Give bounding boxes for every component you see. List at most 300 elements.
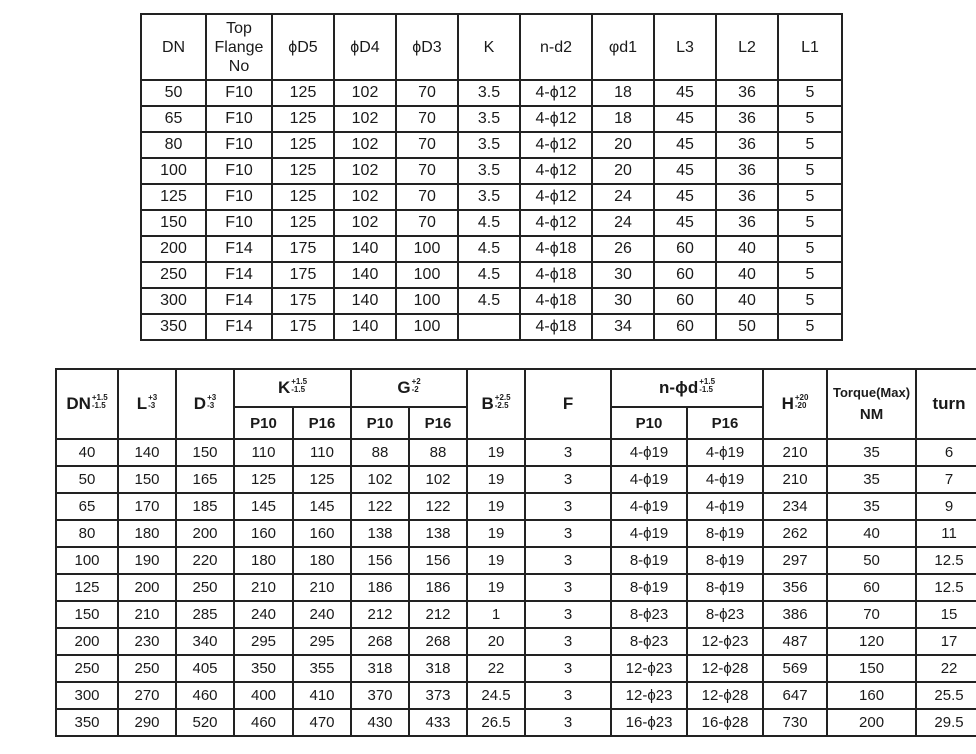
table-cell: 160	[234, 520, 293, 547]
table-cell: 122	[351, 493, 409, 520]
table-cell: 4.5	[458, 236, 520, 262]
top-flange-dimensions-table	[140, 13, 843, 341]
table-cell: 350	[56, 709, 118, 736]
table-cell: F10	[206, 132, 272, 158]
table-cell: 40	[716, 288, 778, 314]
table-cell: 26.5	[467, 709, 525, 736]
table-cell: 200	[118, 574, 176, 601]
table-cell: F10	[206, 184, 272, 210]
table-cell: 60	[654, 236, 716, 262]
table-cell: 70	[396, 158, 458, 184]
table-cell: 8-ϕ19	[687, 574, 763, 601]
table-row	[141, 158, 842, 184]
table-cell: 36	[716, 158, 778, 184]
table-cell: 4-ϕ19	[611, 493, 687, 520]
top-header-cell: ϕD3	[396, 14, 458, 80]
table-cell: 125	[272, 106, 334, 132]
table-cell: 19	[467, 493, 525, 520]
table-cell: 125	[234, 466, 293, 493]
table-cell: 569	[763, 655, 827, 682]
table-cell: 318	[409, 655, 467, 682]
table-cell: 150	[827, 655, 916, 682]
table-cell: 50	[716, 314, 778, 340]
table-cell: 100	[396, 262, 458, 288]
table-cell: 150	[56, 601, 118, 628]
tolerance-minus: -2.5	[494, 401, 509, 410]
table-cell: 3.5	[458, 158, 520, 184]
table-cell: 36	[716, 80, 778, 106]
table-cell: 165	[176, 466, 234, 493]
table-cell: 125	[56, 574, 118, 601]
table-row	[56, 574, 976, 601]
top-table-header-row	[141, 14, 842, 80]
table-cell: 45	[654, 80, 716, 106]
table-cell: 160	[827, 682, 916, 709]
table-cell: 290	[118, 709, 176, 736]
table-cell: 268	[351, 628, 409, 655]
table-cell: 6	[916, 439, 976, 466]
table-cell: 4-ϕ12	[520, 158, 592, 184]
header-g-label: G	[397, 378, 411, 397]
table-cell: 24	[592, 184, 654, 210]
table-cell: 4-ϕ18	[520, 236, 592, 262]
header-torque	[827, 369, 916, 439]
table-cell: F10	[206, 210, 272, 236]
table-row	[141, 262, 842, 288]
table-row	[56, 655, 976, 682]
table-cell: 70	[396, 80, 458, 106]
table-cell: 19	[467, 520, 525, 547]
table-cell: 3	[525, 574, 611, 601]
table-cell: 125	[272, 158, 334, 184]
table-cell: 4.5	[458, 288, 520, 314]
table-cell: 145	[234, 493, 293, 520]
table-cell: 20	[467, 628, 525, 655]
table-cell: F14	[206, 314, 272, 340]
table-cell: 20	[592, 132, 654, 158]
table-cell: 190	[118, 547, 176, 574]
table-cell: 5	[778, 210, 842, 236]
table-cell: 45	[654, 106, 716, 132]
table-cell: 200	[176, 520, 234, 547]
table-cell: 220	[176, 547, 234, 574]
table-row	[141, 184, 842, 210]
table-cell: F14	[206, 288, 272, 314]
table-cell: 4-ϕ18	[520, 288, 592, 314]
table-cell: 34	[592, 314, 654, 340]
table-cell: 125	[272, 80, 334, 106]
table-cell: 40	[827, 520, 916, 547]
table-cell: 100	[396, 288, 458, 314]
table-cell	[458, 314, 520, 340]
table-cell: 4.5	[458, 262, 520, 288]
table-cell: 88	[409, 439, 467, 466]
table-cell: 4-ϕ12	[520, 132, 592, 158]
header-f-label: F	[562, 394, 574, 413]
table-cell: 8-ϕ19	[687, 547, 763, 574]
table-cell: 24.5	[467, 682, 525, 709]
table-cell: 3	[525, 520, 611, 547]
tolerance-plus: +1.5	[291, 377, 308, 386]
table-cell: 3	[525, 682, 611, 709]
table-cell: 11	[916, 520, 976, 547]
table-cell: 8-ϕ23	[687, 601, 763, 628]
table-cell: F14	[206, 236, 272, 262]
table-cell: 17	[916, 628, 976, 655]
table-cell: 22	[916, 655, 976, 682]
table-cell: 400	[234, 682, 293, 709]
table-cell: 24	[592, 210, 654, 236]
table-cell: 125	[293, 466, 351, 493]
table-cell: 122	[409, 493, 467, 520]
table-cell: 35	[827, 466, 916, 493]
table-cell: 200	[827, 709, 916, 736]
table-cell: 4-ϕ12	[520, 80, 592, 106]
table-cell: 25.5	[916, 682, 976, 709]
top-header-cell: DN	[141, 14, 206, 80]
table-cell: 240	[293, 601, 351, 628]
tolerance-minus: -3	[148, 401, 156, 410]
table-row	[56, 601, 976, 628]
table-cell: 295	[293, 628, 351, 655]
header-b-label: B	[481, 394, 494, 413]
table-cell: 156	[351, 547, 409, 574]
table-cell: 120	[827, 628, 916, 655]
table-cell: 60	[654, 262, 716, 288]
table-cell: 470	[293, 709, 351, 736]
top-header-cell: n-d2	[520, 14, 592, 80]
table-cell: 40	[716, 236, 778, 262]
top-header-cell: ϕD5	[272, 14, 334, 80]
table-cell: 140	[334, 288, 396, 314]
table-cell: 26	[592, 236, 654, 262]
table-row	[141, 132, 842, 158]
bottom-table-body	[56, 439, 976, 736]
table-cell: 212	[351, 601, 409, 628]
table-cell: 12-ϕ23	[687, 628, 763, 655]
table-cell: 250	[141, 262, 206, 288]
table-cell: 88	[351, 439, 409, 466]
table-row	[56, 709, 976, 736]
table-cell: 36	[716, 184, 778, 210]
table-cell: 140	[334, 262, 396, 288]
table-cell: 250	[56, 655, 118, 682]
table-cell: 355	[293, 655, 351, 682]
table-cell: 8-ϕ23	[611, 628, 687, 655]
table-cell: 186	[409, 574, 467, 601]
header-h	[763, 369, 827, 439]
table-cell: 4-ϕ12	[520, 184, 592, 210]
table-cell: 50	[56, 466, 118, 493]
table-cell: F10	[206, 158, 272, 184]
table-cell: 386	[763, 601, 827, 628]
table-cell: 36	[716, 210, 778, 236]
header-d-label: D	[193, 394, 207, 413]
valve-dimensions-table	[55, 368, 976, 737]
table-cell: 65	[56, 493, 118, 520]
table-cell: 5	[778, 262, 842, 288]
header-l	[118, 369, 176, 439]
header-dn-label: DN	[66, 394, 91, 413]
top-header-cell: Top Flange No	[206, 14, 272, 80]
table-cell: 140	[334, 314, 396, 340]
table-cell: 102	[334, 184, 396, 210]
table-cell: 405	[176, 655, 234, 682]
top-header-cell: φd1	[592, 14, 654, 80]
table-cell: 185	[176, 493, 234, 520]
table-cell: 100	[56, 547, 118, 574]
table-cell: 4-ϕ18	[520, 314, 592, 340]
table-cell: 22	[467, 655, 525, 682]
table-cell: 4-ϕ19	[611, 520, 687, 547]
tolerance-plus: +1.5	[699, 377, 716, 386]
table-cell: 250	[176, 574, 234, 601]
table-cell: 210	[234, 574, 293, 601]
table-cell: 5	[778, 158, 842, 184]
table-row	[56, 493, 976, 520]
table-cell: 110	[234, 439, 293, 466]
table-cell: F14	[206, 262, 272, 288]
header-d	[176, 369, 234, 439]
table-cell: 270	[118, 682, 176, 709]
table-cell: 18	[592, 80, 654, 106]
top-header-cell: L3	[654, 14, 716, 80]
table-cell: 100	[396, 314, 458, 340]
table-cell: 12.5	[916, 574, 976, 601]
table-cell: 12-ϕ23	[611, 655, 687, 682]
top-header-cell: L2	[716, 14, 778, 80]
table-cell: F10	[206, 106, 272, 132]
table-cell: 1	[467, 601, 525, 628]
table-cell: 430	[351, 709, 409, 736]
table-cell: 19	[467, 574, 525, 601]
table-cell: 210	[763, 466, 827, 493]
table-cell: 125	[272, 210, 334, 236]
table-cell: 730	[763, 709, 827, 736]
table-cell: 300	[141, 288, 206, 314]
table-cell: 20	[592, 158, 654, 184]
table-cell: 350	[141, 314, 206, 340]
table-cell: 3	[525, 601, 611, 628]
table-cell: 5	[778, 236, 842, 262]
table-cell: 150	[118, 466, 176, 493]
table-cell: 175	[272, 262, 334, 288]
table-cell: 487	[763, 628, 827, 655]
table-cell: 40	[56, 439, 118, 466]
table-row	[56, 628, 976, 655]
table-row	[141, 314, 842, 340]
table-cell: 4-ϕ12	[520, 210, 592, 236]
header-turn	[916, 369, 976, 439]
header-k	[234, 369, 351, 407]
table-cell: 138	[351, 520, 409, 547]
table-cell: 350	[234, 655, 293, 682]
table-cell: 3	[525, 628, 611, 655]
header-b	[467, 369, 525, 439]
table-row	[141, 80, 842, 106]
table-cell: 156	[409, 547, 467, 574]
table-cell: 80	[141, 132, 206, 158]
table-row	[141, 106, 842, 132]
table-cell: 210	[293, 574, 351, 601]
table-cell: 140	[334, 236, 396, 262]
table-cell: 12-ϕ28	[687, 682, 763, 709]
table-cell: 5	[778, 132, 842, 158]
table-cell: 50	[141, 80, 206, 106]
table-cell: 4-ϕ12	[520, 106, 592, 132]
table-cell: 3.5	[458, 106, 520, 132]
table-cell: 5	[778, 184, 842, 210]
table-cell: 45	[654, 158, 716, 184]
table-cell: 125	[272, 184, 334, 210]
table-cell: 102	[334, 80, 396, 106]
header-nd-label: n-ϕd	[659, 378, 699, 397]
tolerance-minus: -1.5	[699, 385, 714, 394]
table-cell: 8-ϕ19	[611, 547, 687, 574]
tolerance-minus: -3	[207, 401, 215, 410]
table-cell: 36	[716, 106, 778, 132]
subheader-g-p16: P16	[409, 407, 467, 439]
table-cell: 19	[467, 439, 525, 466]
bottom-table-header-row	[56, 369, 976, 407]
table-cell: 180	[293, 547, 351, 574]
table-cell: 150	[141, 210, 206, 236]
table-cell: 175	[272, 288, 334, 314]
header-k-label: K	[277, 378, 291, 397]
table-cell: 230	[118, 628, 176, 655]
table-cell: 268	[409, 628, 467, 655]
table-cell: 4.5	[458, 210, 520, 236]
table-cell: 373	[409, 682, 467, 709]
table-cell: 30	[592, 288, 654, 314]
table-cell: 5	[778, 80, 842, 106]
table-row	[56, 520, 976, 547]
tolerance-minus: -1.5	[91, 401, 106, 410]
top-header-cell: ϕD4	[334, 14, 396, 80]
header-h-label: H	[781, 394, 794, 413]
table-cell: 4-ϕ18	[520, 262, 592, 288]
table-row	[56, 547, 976, 574]
table-cell: 3	[525, 466, 611, 493]
table-cell: 170	[118, 493, 176, 520]
table-cell: 18	[592, 106, 654, 132]
table-cell: 15	[916, 601, 976, 628]
table-cell: 8-ϕ23	[611, 601, 687, 628]
table-cell: 3.5	[458, 80, 520, 106]
table-cell: 12-ϕ23	[611, 682, 687, 709]
table-cell: 9	[916, 493, 976, 520]
tolerance-minus: -20	[794, 401, 807, 410]
header-torque-unit: NM	[859, 406, 884, 423]
table-cell: 285	[176, 601, 234, 628]
table-cell: 7	[916, 466, 976, 493]
table-cell: 45	[654, 210, 716, 236]
table-cell: 212	[409, 601, 467, 628]
table-cell: 19	[467, 466, 525, 493]
table-cell: 240	[234, 601, 293, 628]
tolerance-plus: +3	[148, 393, 158, 402]
table-cell: 8-ϕ19	[611, 574, 687, 601]
table-cell: 16-ϕ28	[687, 709, 763, 736]
table-cell: 300	[56, 682, 118, 709]
table-cell: 70	[396, 184, 458, 210]
table-cell: 29.5	[916, 709, 976, 736]
table-cell: 210	[763, 439, 827, 466]
table-cell: 200	[141, 236, 206, 262]
subheader-nd-p10: P10	[611, 407, 687, 439]
table-cell: 19	[467, 547, 525, 574]
tolerance-minus: -2	[411, 385, 419, 394]
table-row	[141, 236, 842, 262]
subheader-k-p10: P10	[234, 407, 293, 439]
table-cell: 520	[176, 709, 234, 736]
table-cell: 295	[234, 628, 293, 655]
table-cell: 4-ϕ19	[611, 466, 687, 493]
top-table-body	[141, 80, 842, 340]
table-cell: 102	[334, 158, 396, 184]
table-cell: 40	[716, 262, 778, 288]
table-row	[141, 288, 842, 314]
table-cell: 356	[763, 574, 827, 601]
table-cell: 4-ϕ19	[687, 466, 763, 493]
table-cell: 200	[56, 628, 118, 655]
header-f	[525, 369, 611, 439]
table-cell: 460	[176, 682, 234, 709]
table-cell: F10	[206, 80, 272, 106]
table-cell: 5	[778, 288, 842, 314]
table-cell: 145	[293, 493, 351, 520]
header-turn-label: turn	[932, 394, 966, 413]
table-cell: 102	[334, 106, 396, 132]
table-cell: 36	[716, 132, 778, 158]
table-cell: 100	[141, 158, 206, 184]
table-cell: 5	[778, 106, 842, 132]
subheader-g-p10: P10	[351, 407, 409, 439]
table-cell: 16-ϕ23	[611, 709, 687, 736]
table-cell: 70	[396, 132, 458, 158]
table-cell: 50	[827, 547, 916, 574]
top-header-cell: K	[458, 14, 520, 80]
top-header-cell: L1	[778, 14, 842, 80]
table-cell: 433	[409, 709, 467, 736]
table-cell: 180	[234, 547, 293, 574]
table-cell: 180	[118, 520, 176, 547]
table-cell: 65	[141, 106, 206, 132]
table-cell: 70	[396, 210, 458, 236]
table-cell: 100	[396, 236, 458, 262]
tolerance-plus: +1.5	[91, 393, 108, 402]
table-cell: 60	[654, 288, 716, 314]
table-cell: 30	[592, 262, 654, 288]
table-cell: 4-ϕ19	[611, 439, 687, 466]
table-row	[56, 439, 976, 466]
table-cell: 45	[654, 132, 716, 158]
table-cell: 102	[409, 466, 467, 493]
table-cell: 262	[763, 520, 827, 547]
table-cell: 12-ϕ28	[687, 655, 763, 682]
subheader-k-p16: P16	[293, 407, 351, 439]
header-torque-label: Torque(Max)	[833, 385, 911, 400]
table-cell: 175	[272, 314, 334, 340]
table-cell: 102	[334, 132, 396, 158]
table-cell: 3	[525, 547, 611, 574]
table-cell: 3	[525, 439, 611, 466]
table-cell: 125	[272, 132, 334, 158]
table-cell: 60	[827, 574, 916, 601]
table-cell: 110	[293, 439, 351, 466]
table-cell: 4-ϕ19	[687, 439, 763, 466]
table-cell: 340	[176, 628, 234, 655]
